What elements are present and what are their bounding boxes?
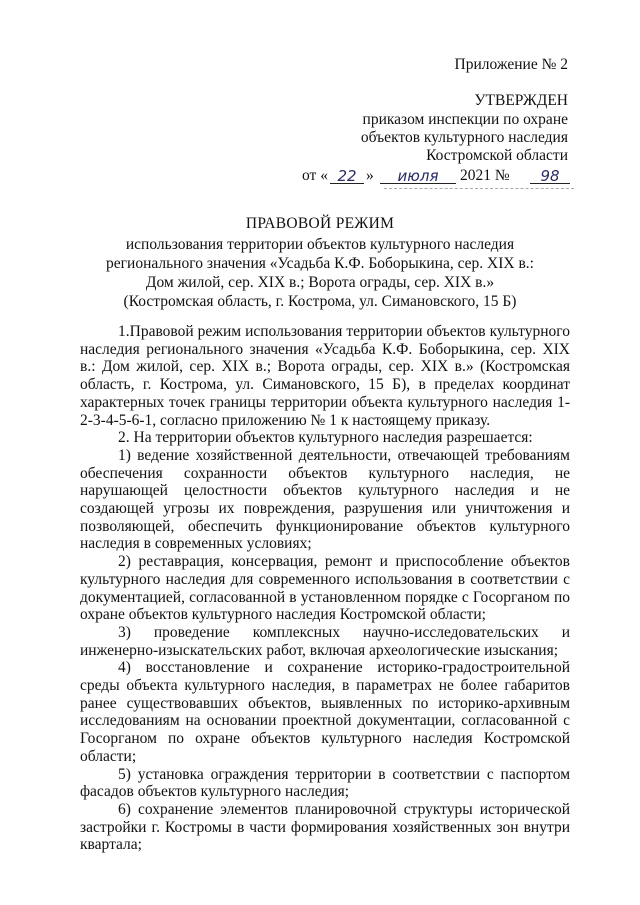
order-date-line bbox=[302, 167, 568, 187]
paragraph: 5) установка ограждения территории в соответствии с паспортом фасадов объектов культурного наследия; bbox=[80, 765, 570, 801]
document-title bbox=[80, 214, 560, 311]
paragraph: 2. На территории объектов культурного наследия разрешается: bbox=[118, 429, 533, 447]
approved-heading: УТВЕРЖДЕН bbox=[474, 92, 568, 109]
approval-block bbox=[302, 92, 568, 187]
title-line: Дом жилой, сер. XIX в.; Ворота ограды, сер. XIX в.» bbox=[145, 274, 495, 291]
paragraph: 4) восстановление и сохранение историко-градостроительной среды объекта культурного наследия, в параметрах не более габаритов ранее существовавших объектов, выявленных по историко-архивным исследованиям на основании проектной документации, согласованной с Госорганом по охране объектов культурного наследия Костромской области; bbox=[80, 659, 570, 765]
order-month: июля bbox=[380, 167, 456, 184]
approval-line: Костромской области bbox=[426, 147, 568, 164]
paragraph: 1) ведение хозяйственной деятельности, отвечающей требованиям обеспечения сохранности объектов культурного наследия, не нарушающей целостности объектов культурного наследия и не создающей угрозы их повреждения, разрушения или уничтожения и позволяющей, обеспечить функционирование объектов культурного наследия в современных условиях; bbox=[80, 446, 570, 553]
order-day: 22 bbox=[330, 167, 364, 184]
approval-line: объектов культурного наследия bbox=[360, 129, 568, 146]
title-line: регионального значения «Усадьба К.Ф. Боборыкина, сер. XIX в.: bbox=[106, 255, 534, 272]
order-mid: » bbox=[366, 167, 374, 184]
title-line: (Костромская область, г. Кострома, ул. Симановского, 15 Б) bbox=[123, 293, 517, 310]
paragraph: 2) реставрация, консервация, ремонт и приспособление объектов культурного наследия для современного использования в соответствии с документацией, согласованной в установленном порядке с Госорганом по охране объектов культурного наследия Костромской области; bbox=[80, 553, 570, 624]
paragraph: 6) сохранение элементов планировочной структуры исторической застройки г. Костромы в части формирования хозяйственных зон внутри квартала; bbox=[80, 800, 570, 854]
title-line: использования территории объектов культурного наследия bbox=[125, 236, 515, 253]
order-prefix: от « bbox=[302, 167, 328, 184]
approval-line: приказом инспекции по охране bbox=[362, 111, 568, 128]
appendix-label: Приложение № 2 bbox=[454, 56, 568, 73]
order-year: 2021 № bbox=[460, 167, 510, 184]
scan-artifact-line bbox=[384, 188, 574, 189]
title-main: ПРАВОВОЙ РЕЖИМ bbox=[245, 215, 395, 232]
paragraph: 3) проведение комплексных научно-исследовательских и инженерно-изыскательских работ, включая археологические изыскания; bbox=[80, 623, 570, 659]
paragraph: 1.Правовой режим использования территории объектов культурного наследия регионального значения «Усадьба К.Ф. Боборыкина, сер. XIX в.: Дом жилой, сер. XIX в.; Ворота ограды, сер. XIX в.» (Костромская область, г. Кострома, ул. Симановского, 15 Б), в пределах координат характерных точек границы территории объекта культурного наследия 1-2-3-4-5-6-1, согласно приложению № 1 к настоящему приказу. bbox=[80, 323, 570, 429]
order-number: 98 bbox=[530, 167, 570, 184]
document-body bbox=[80, 323, 570, 854]
